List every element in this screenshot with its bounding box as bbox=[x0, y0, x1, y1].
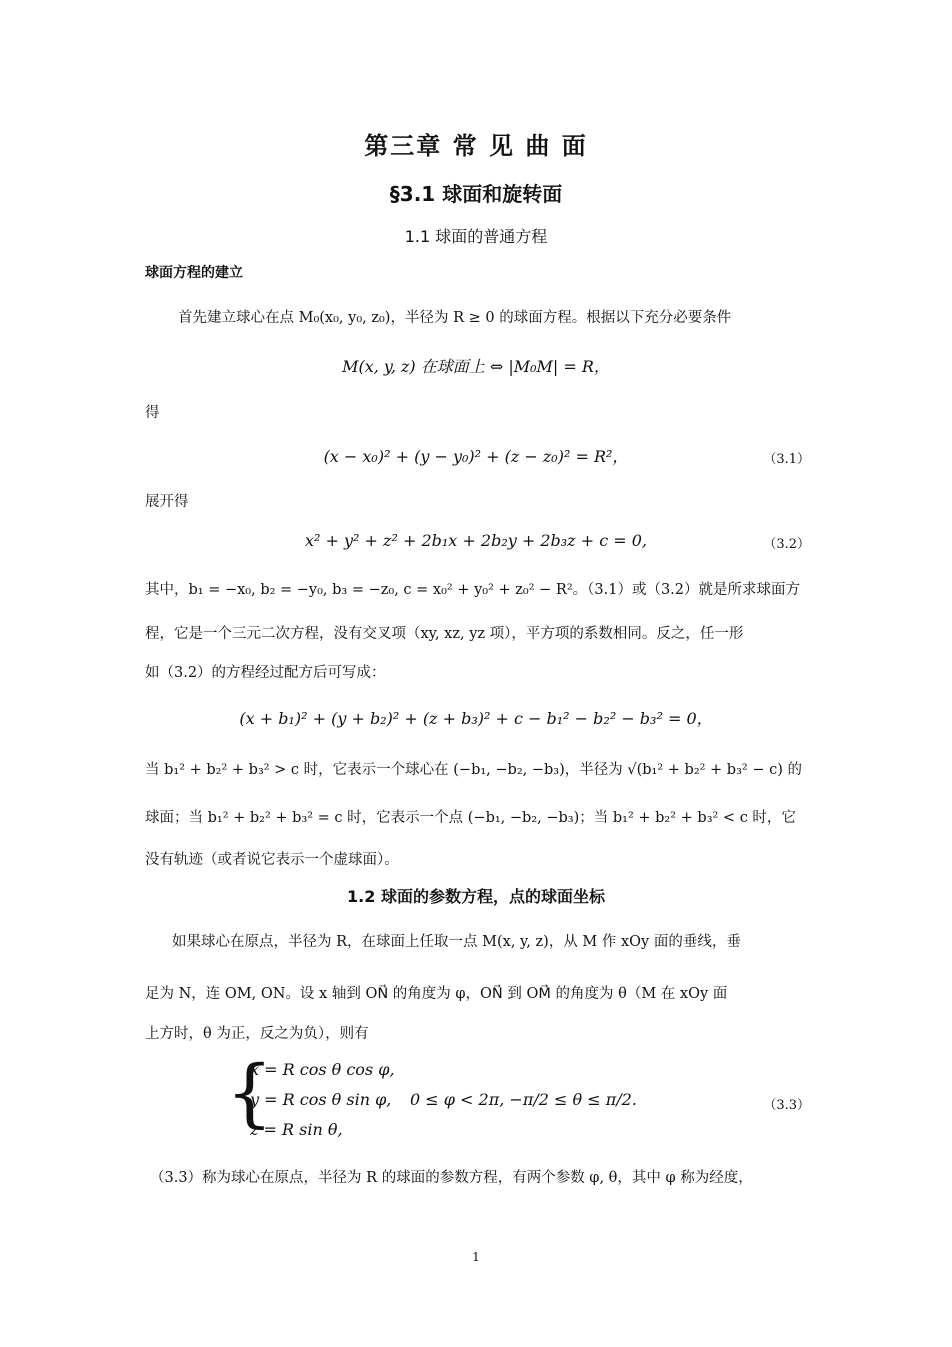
equation-label-3-2: （3.2） bbox=[763, 537, 810, 552]
text-expand: 展开得 bbox=[145, 494, 189, 510]
paragraph-5: （3.3）称为球心在原点，半径为 R 的球面的参数方程，有两个参数 φ, θ，其中 φ 称为经度， bbox=[150, 1170, 753, 1186]
system-line-2: y = R cos θ sin φ, bbox=[250, 1090, 392, 1109]
left-brace: { bbox=[226, 1050, 274, 1136]
paragraph-2-line-3: 如（3.2）的方程经过配方后可写成： bbox=[145, 665, 386, 681]
paragraph-4-line-1: 如果球心在原点，半径为 R，在球面上任取一点 M(x, y, z)，从 M 作 xOy 面的垂线，垂 bbox=[172, 934, 741, 950]
paragraph-3-line-1: 当 b₁² + b₂² + b₃² > c 时，它表示一个球心在 (−b₁, −b₂, −b₃)，半径为 √(b₁² + b₂² + b₃² − c) 的 bbox=[145, 762, 802, 778]
chapter-title: 第三章 常 见 曲 面 bbox=[364, 132, 588, 160]
heading-equation-setup: 球面方程的建立 bbox=[145, 265, 243, 281]
system-range: 0 ≤ φ < 2π, −π/2 ≤ θ ≤ π/2. bbox=[410, 1090, 637, 1109]
paragraph-3-line-2: 球面；当 b₁² + b₂² + b₃² = c 时，它表示一个点 (−b₁, −b₂, −b₃)；当 b₁² + b₂² + b₃² < c 时，它 bbox=[145, 810, 796, 826]
paragraph-2-line-1: 其中，b₁ = −x₀, b₂ = −y₀, b₃ = −z₀, c = x₀² + y₀² + z₀² − R²。（3.1）或（3.2）就是所求球面方 bbox=[145, 582, 801, 598]
equation-3-2: x² + y² + z² + 2b₁x + 2b₂y + 2b₃z + c = 0, bbox=[304, 531, 647, 550]
equation-label-3-3: （3.3） bbox=[763, 1098, 810, 1113]
subsection-title-1: 1.1 球面的普通方程 bbox=[404, 227, 548, 246]
subsection-title-2: 1.2 球面的参数方程，点的球面坐标 bbox=[347, 887, 605, 906]
page-number: 1 bbox=[472, 1250, 480, 1264]
system-line-1: x = R cos θ cos φ, bbox=[250, 1060, 395, 1079]
equation-completed-square: (x + b₁)² + (y + b₂)² + (z + b₃)² + c − b₁² − b₂² − b₃² = 0， bbox=[239, 709, 713, 728]
condition-equation: M(x, y, z) 在球面上 ⇔ |M₀M| = R， bbox=[342, 357, 610, 376]
paragraph-4-line-3: 上方时，θ 为正，反之为负），则有 bbox=[145, 1026, 369, 1042]
equation-3-1: (x − x₀)² + (y − y₀)² + (z − z₀)² = R²， bbox=[323, 447, 629, 466]
paragraph-1: 首先建立球心在点 M₀(x₀, y₀, z₀)，半径为 R ≥ 0 的球面方程。根据以下充分必要条件 bbox=[178, 310, 732, 326]
paragraph-2-line-2: 程，它是一个三元二次方程，没有交叉项（xy, xz, yz 项），平方项的系数相同。反之，任一形 bbox=[145, 626, 744, 642]
paragraph-4-line-2: 足为 N，连 OM, ON。设 x 轴到 ON⃗ 的角度为 φ，ON⃗ 到 OM⃗ 的角度为 θ（M 在 xOy 面 bbox=[145, 986, 728, 1002]
system-line-3: z = R sin θ, bbox=[250, 1120, 343, 1139]
text-de: 得 bbox=[145, 405, 160, 421]
equation-label-3-1: （3.1） bbox=[763, 452, 810, 467]
paragraph-3-line-3: 没有轨迹（或者说它表示一个虚球面）。 bbox=[145, 852, 399, 868]
section-title: §3.1 球面和旋转面 bbox=[389, 182, 563, 206]
